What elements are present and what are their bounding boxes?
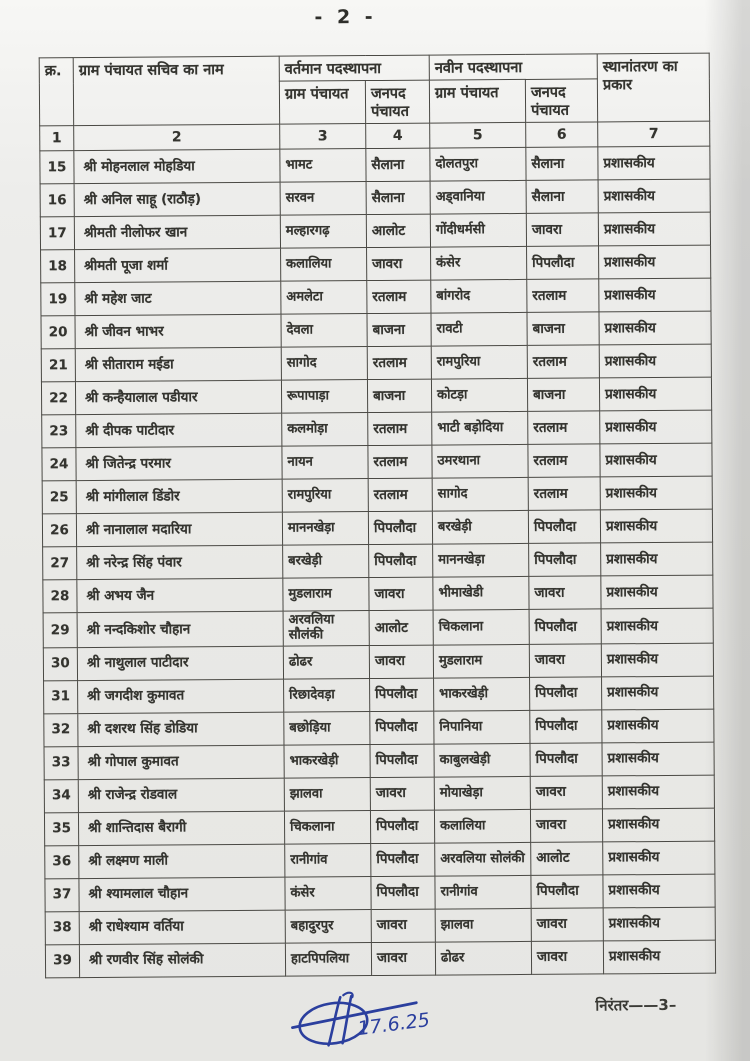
header-current-janpad-panchayat: जनपद पंचायत — [365, 80, 429, 124]
cell-current_janpad: आलोट — [366, 214, 430, 247]
cell-new_gp: बांगरोद — [431, 280, 527, 314]
cell-current_gp: सागोद — [281, 347, 367, 381]
cell-sn: 20 — [41, 316, 75, 349]
cell-new_gp: कंसेर — [431, 247, 527, 281]
column-number: 4 — [366, 123, 430, 148]
cell-new_gp: भाटी बड़ोदिया — [432, 412, 528, 446]
cell-current_janpad: पिपलौदा — [370, 744, 434, 777]
table-row — [45, 940, 715, 978]
cell-name: श्री अनिल साहू (राठौड़) — [74, 183, 280, 217]
cell-sn: 31 — [44, 681, 78, 714]
cell-current_gp: रूपापाड़ा — [281, 380, 367, 414]
cell-type: प्रशासकीय — [602, 709, 714, 743]
cell-sn: 30 — [43, 648, 77, 681]
cell-new_gp: अरवलिया सोलंकी — [435, 843, 531, 877]
cell-sn: 32 — [44, 714, 78, 747]
cell-current_gp: रानीगांव — [285, 844, 371, 878]
cell-name: श्री कन्हैयालाल पडीयार — [75, 381, 281, 415]
cell-name: श्री राधेश्याम वर्तिया — [79, 910, 285, 944]
cell-new_gp: रानीगांव — [435, 876, 531, 910]
table-row — [42, 510, 712, 548]
table-row — [41, 345, 711, 383]
cell-name: श्री नरेन्द्र सिंह पंवार — [77, 546, 283, 580]
cell-type: प्रशासकीय — [600, 477, 712, 511]
cell-current_janpad: जावरा — [371, 909, 435, 942]
column-number: 2 — [74, 125, 280, 151]
cell-type: प्रशासकीय — [599, 279, 711, 313]
cell-current_janpad: पिपलौदा — [370, 711, 434, 744]
cell-current_gp: बछोड़िया — [284, 712, 370, 746]
cell-current_gp: देवला — [281, 314, 367, 348]
cell-type: प्रशासकीय — [603, 907, 715, 941]
cell-new_janpad: जावरा — [531, 941, 603, 975]
cell-type: प्रशासकीय — [599, 378, 711, 412]
cell-sn: 19 — [41, 283, 75, 316]
table-body — [40, 147, 716, 979]
cell-new_gp: काबुलखेड़ी — [434, 744, 530, 778]
table-row — [42, 411, 712, 449]
header-serial: क्र. — [39, 58, 73, 127]
cell-sn: 24 — [42, 448, 76, 481]
footer — [3, 982, 750, 1061]
cell-new_janpad: पिपलौदा — [530, 677, 602, 711]
cell-new_janpad: सैलाना — [526, 180, 598, 214]
cell-current_gp: कलालिया — [281, 248, 367, 282]
cell-new_gp: मोयाखेड़ा — [434, 777, 530, 811]
cell-name: श्री शान्तिदास बैरागी — [78, 811, 284, 845]
cell-current_janpad: जावरा — [369, 577, 433, 610]
table-row — [43, 609, 713, 649]
cell-new_gp: रामपुरिया — [431, 346, 527, 380]
cell-type: प्रशासकीय — [600, 444, 712, 478]
cell-name: श्री लक्ष्मण माली — [79, 844, 285, 878]
cell-current_gp: मुडलाराम — [283, 578, 369, 612]
cell-new_gp: ढोढर — [435, 942, 531, 976]
cell-type: प्रशासकीय — [600, 510, 712, 544]
cell-current_janpad: रतलाम — [368, 412, 432, 445]
cell-name: श्री जितेन्द्र परमार — [76, 447, 282, 481]
cell-current_gp: मल्हारगढ़ — [280, 215, 366, 249]
cell-sn: 36 — [45, 846, 79, 879]
cell-new_gp: भाकरखेड़ी — [434, 678, 530, 712]
cell-current_janpad: जावरा — [367, 247, 431, 280]
cell-sn: 37 — [45, 879, 79, 912]
table-row — [40, 180, 710, 218]
cell-current_gp: भाकरखेड़ी — [284, 745, 370, 779]
cell-sn: 29 — [43, 613, 77, 648]
cell-current_janpad: पिपलौदा — [369, 544, 433, 577]
cell-new_gp: झालवा — [435, 909, 531, 943]
cell-type: प्रशासकीय — [601, 576, 713, 610]
cell-name: श्री नन्दकिशोर चौहान — [77, 612, 283, 648]
cell-name: श्री जगदीश कुमावत — [78, 679, 284, 713]
cell-name: श्री नानालाल मदारिया — [76, 513, 282, 547]
cell-name: श्री राजेन्द्र रोडवाल — [78, 778, 284, 812]
cell-new_janpad: पिपलौदा — [530, 710, 602, 744]
cell-new_janpad: पिपलौदा — [528, 510, 600, 544]
header-current-posting-group: वर्तमान पदस्थापना — [279, 55, 429, 81]
cell-current_janpad: पिपलौदा — [368, 511, 432, 544]
cell-type: प्रशासकीय — [603, 841, 715, 875]
cell-current_gp: ढोढर — [283, 646, 369, 680]
column-number: 7 — [598, 122, 710, 148]
cell-new_janpad: रतलाम — [528, 411, 600, 445]
cell-current_gp: बरखेड़ी — [283, 545, 369, 579]
cell-new_gp: निपानिया — [434, 711, 530, 745]
cell-new_janpad: जावरा — [526, 213, 598, 247]
cell-current_janpad: पिपलौदा — [371, 876, 435, 909]
cell-sn: 38 — [45, 912, 79, 945]
header-current-gram-panchayat: ग्राम पंचायत — [279, 81, 365, 125]
cell-new_janpad: पिपलौदा — [529, 543, 601, 577]
cell-new_janpad: रतलाम — [528, 444, 600, 478]
cell-new_gp: माननखेड़ा — [433, 544, 529, 578]
cell-current_janpad: रतलाम — [368, 445, 432, 478]
table-row — [45, 907, 715, 945]
cell-current_janpad: जावरा — [369, 645, 433, 678]
cell-new_janpad: रतलाम — [527, 345, 599, 379]
cell-sn: 25 — [42, 481, 76, 514]
cell-new_gp: गोंदीधर्मसी — [430, 214, 526, 248]
cell-sn: 22 — [41, 382, 75, 415]
cell-new_janpad: जावरा — [529, 576, 601, 610]
header-new-posting-group: नवीन पदस्थापना — [429, 54, 597, 80]
cell-new_gp: अड्वानिया — [430, 181, 526, 215]
cell-type: प्रशासकीय — [601, 543, 713, 577]
cell-name: श्री रणवीर सिंह सोलंकी — [79, 943, 285, 977]
table-row — [44, 775, 714, 813]
table-row — [40, 213, 710, 251]
cell-current_janpad: सैलाना — [366, 181, 430, 214]
header-new-janpad-panchayat: जनपद पंचायत — [525, 79, 597, 123]
cell-type: प्रशासकीय — [603, 874, 715, 908]
cell-sn: 15 — [40, 151, 74, 184]
cell-new_janpad: पिपलौदा — [531, 875, 603, 909]
cell-name: श्री मांगीलाल डिंडोर — [76, 480, 282, 514]
cell-name: श्री जीवन भाभर — [75, 315, 281, 349]
cell-new_gp: कलालिया — [434, 810, 530, 844]
cell-new_janpad: बाजना — [527, 312, 599, 346]
cell-sn: 27 — [43, 547, 77, 580]
cell-current_janpad: जावरा — [371, 942, 435, 975]
cell-current_gp: कलमोड़ा — [282, 413, 368, 447]
table-header — [39, 53, 710, 151]
cell-sn: 16 — [40, 184, 74, 217]
page-number: - 2 - — [314, 5, 377, 29]
cell-new_janpad: रतलाम — [528, 477, 600, 511]
cell-current_gp: अमलेटा — [281, 281, 367, 315]
table-row — [42, 444, 712, 482]
cell-new_gp: भीमाखेडी — [433, 577, 529, 611]
cell-new_janpad: पिपलौदा — [529, 609, 601, 644]
cell-new_gp: सागोद — [432, 478, 528, 512]
cell-type: प्रशासकीय — [599, 345, 711, 379]
cell-new_janpad: सैलाना — [526, 147, 598, 181]
cell-type: प्रशासकीय — [601, 643, 713, 677]
cell-sn: 34 — [44, 780, 78, 813]
cell-new_janpad: जावरा — [530, 776, 602, 810]
cell-type: प्रशासकीय — [601, 609, 713, 645]
cell-current_janpad: रतलाम — [367, 346, 431, 379]
cell-new_janpad: पिपलौदा — [530, 743, 602, 777]
cell-type: प्रशासकीय — [602, 742, 714, 776]
cell-current_janpad: पिपलौदा — [370, 810, 434, 843]
column-number: 5 — [430, 123, 526, 149]
cell-name: श्रीमती पूजा शर्मा — [75, 249, 281, 283]
cell-type: प्रशासकीय — [602, 775, 714, 809]
column-number: 3 — [280, 124, 366, 150]
cell-sn: 33 — [44, 747, 78, 780]
cell-sn: 28 — [43, 580, 77, 613]
cell-current_janpad: बाजना — [367, 379, 431, 412]
cell-current_gp: चिकलाना — [284, 811, 370, 845]
cell-current_gp: हाटपिपलिया — [285, 943, 371, 977]
cell-current_janpad: रतलाम — [368, 478, 432, 511]
table-row — [44, 709, 714, 747]
cell-new_janpad: जावरा — [529, 644, 601, 678]
table-row — [41, 246, 711, 284]
header-new-gram-panchayat: ग्राम पंचायत — [429, 80, 525, 124]
header-transfer-type: स्थानांतरण का प्रकार — [597, 53, 709, 122]
cell-new_janpad: पिपलौदा — [527, 246, 599, 280]
table-row — [41, 312, 711, 350]
cell-name: श्री दशरथ सिंह डोडिया — [78, 712, 284, 746]
cell-new_gp: उमरथाना — [432, 445, 528, 479]
cell-current_janpad: पिपलौदा — [371, 843, 435, 876]
table-row — [41, 378, 711, 416]
cell-current_gp: सरवन — [280, 182, 366, 216]
table-row — [43, 643, 713, 681]
cell-new_janpad: रतलाम — [527, 279, 599, 313]
cell-new_gp: कोटड़ा — [431, 379, 527, 413]
cell-type: प्रशासकीय — [600, 411, 712, 445]
cell-name: श्रीमती नीलोफर खान — [74, 216, 280, 250]
column-number: 1 — [40, 126, 74, 151]
cell-type: प्रशासकीय — [603, 940, 715, 974]
table-row — [43, 543, 713, 581]
cell-new_janpad: बाजना — [527, 378, 599, 412]
column-number: 6 — [526, 122, 598, 148]
cell-sn: 21 — [41, 349, 75, 382]
cell-current_gp: बहादुरपुर — [285, 910, 371, 944]
cell-current_janpad: जावरा — [370, 777, 434, 810]
cell-type: प्रशासकीय — [598, 147, 710, 181]
table-row — [45, 874, 715, 912]
cell-type: प्रशासकीय — [602, 808, 714, 842]
table-row — [41, 279, 711, 317]
cell-current_janpad: पिपलौदा — [370, 678, 434, 711]
cell-name: श्री अभय जैन — [77, 579, 283, 613]
cell-name: श्री गोपाल कुमावत — [78, 745, 284, 779]
cell-type: प्रशासकीय — [599, 246, 711, 280]
table-row — [45, 841, 715, 879]
cell-new_janpad: जावरा — [530, 809, 602, 843]
cell-name: श्री नाथुलाल पाटीदार — [77, 646, 283, 680]
header-name: ग्राम पंचायत सचिव का नाम — [73, 56, 279, 126]
cell-current_janpad: सैलाना — [366, 148, 430, 181]
cell-type: प्रशासकीय — [598, 180, 710, 214]
cell-name: श्री श्यामलाल चौहान — [79, 877, 285, 911]
cell-new_gp: चिकलाना — [433, 610, 529, 646]
cell-current_gp: झालवा — [284, 778, 370, 812]
cell-current_gp: अरवलिया सौलंकी — [283, 611, 369, 646]
table-row — [44, 742, 714, 780]
cell-current_janpad: बाजना — [367, 313, 431, 346]
cell-name: श्री दीपक पाटीदार — [76, 414, 282, 448]
cell-name: श्री मोहनलाल मोहडिया — [74, 150, 280, 184]
table-row — [40, 147, 710, 185]
cell-current_gp: भामट — [280, 149, 366, 183]
cell-sn: 35 — [44, 813, 78, 846]
table-row — [44, 808, 714, 846]
cell-current_janpad: रतलाम — [367, 280, 431, 313]
signature-date: 17.6.25 — [356, 1008, 432, 1041]
cell-new_gp: दोलतपुरा — [430, 148, 526, 182]
cell-new_janpad: आलोट — [531, 842, 603, 876]
cell-current_gp: नायन — [282, 446, 368, 480]
cell-current_gp: रिछादेवड़ा — [284, 679, 370, 713]
transfer-table — [39, 53, 716, 979]
cell-name: श्री महेश जाट — [75, 282, 281, 316]
cell-type: प्रशासकीय — [598, 213, 710, 247]
cell-sn: 17 — [40, 217, 74, 250]
cell-new_gp: बरखेड़ी — [432, 511, 528, 545]
cell-current_gp: कंसेर — [285, 877, 371, 911]
table-row — [43, 576, 713, 614]
cell-sn: 18 — [41, 250, 75, 283]
cell-type: प्रशासकीय — [602, 676, 714, 710]
cell-new_gp: रावटी — [431, 313, 527, 347]
table-row — [44, 676, 714, 714]
cell-sn: 39 — [45, 945, 79, 978]
table-row — [42, 477, 712, 515]
continuation-note: निरंतर——3– — [595, 995, 677, 1015]
cell-current_janpad: आलोट — [369, 610, 433, 645]
cell-name: श्री सीताराम मईडा — [75, 348, 281, 382]
signature — [288, 986, 488, 1059]
cell-sn: 23 — [42, 415, 76, 448]
cell-new_gp: मुडलाराम — [433, 645, 529, 679]
cell-sn: 26 — [42, 514, 76, 547]
cell-new_janpad: जावरा — [531, 908, 603, 942]
cell-current_gp: माननखेड़ा — [282, 512, 368, 546]
cell-current_gp: रामपुरिया — [282, 479, 368, 513]
cell-type: प्रशासकीय — [599, 312, 711, 346]
